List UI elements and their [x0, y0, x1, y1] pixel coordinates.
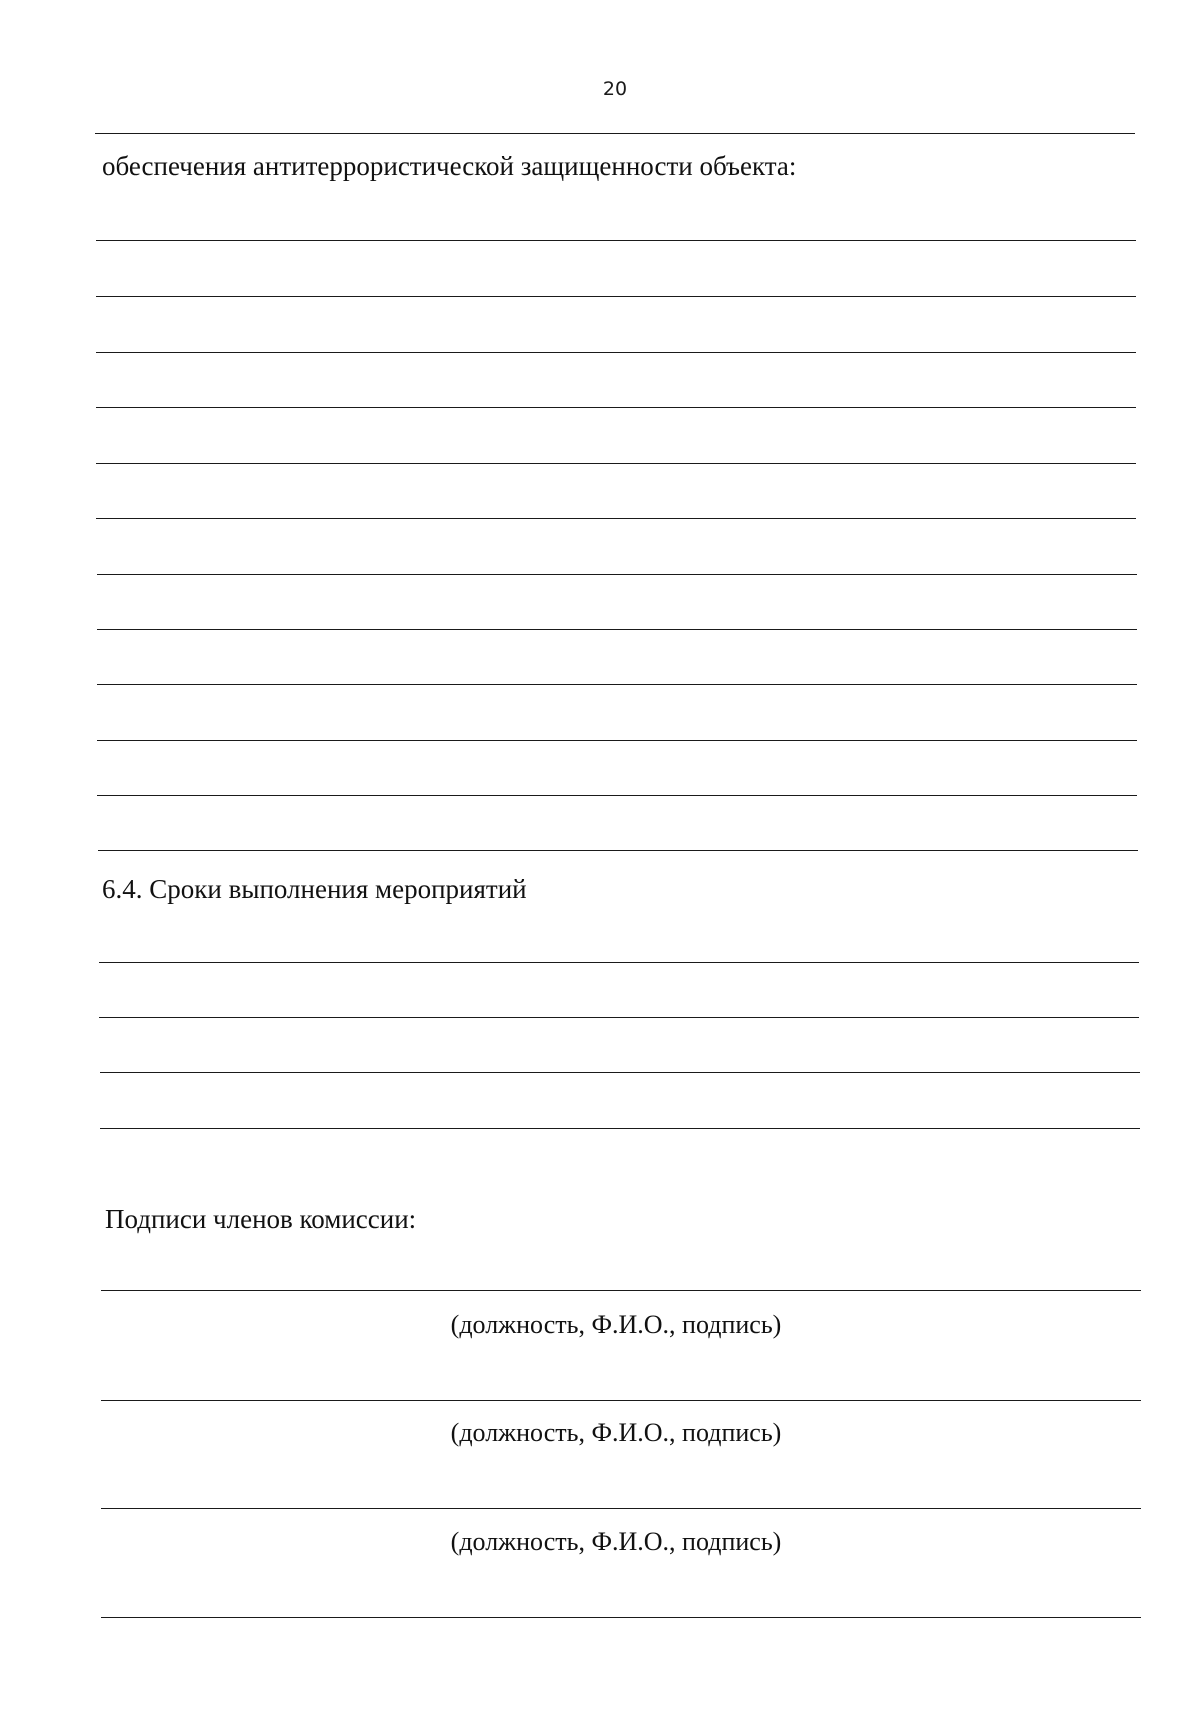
blank-line[interactable] [96, 463, 1136, 464]
blank-line[interactable] [98, 850, 1138, 851]
blank-line[interactable] [97, 574, 1137, 575]
blank-line[interactable] [97, 684, 1137, 685]
signature-line[interactable] [101, 1508, 1141, 1509]
signature-caption: (должность, Ф.И.О., подпись) [450, 1418, 782, 1447]
blank-line[interactable] [97, 740, 1137, 741]
section-heading: 6.4. Сроки выполнения мероприятий [102, 874, 527, 904]
blank-line[interactable] [97, 795, 1137, 796]
signature-line[interactable] [101, 1400, 1141, 1401]
signatures-heading: Подписи членов комиссии: [105, 1204, 417, 1234]
blank-line[interactable] [99, 962, 1139, 963]
blank-line[interactable] [96, 296, 1136, 297]
blank-line[interactable] [96, 518, 1136, 519]
page-number: 20 [602, 78, 628, 100]
blank-line[interactable] [100, 1072, 1140, 1073]
blank-line[interactable] [99, 1017, 1139, 1018]
blank-line[interactable] [100, 1128, 1140, 1129]
blank-line[interactable] [96, 240, 1136, 241]
signature-caption: (должность, Ф.И.О., подпись) [450, 1310, 782, 1339]
signature-line[interactable] [101, 1290, 1141, 1291]
header-rule [95, 133, 1135, 134]
blank-line[interactable] [96, 407, 1136, 408]
signature-caption: (должность, Ф.И.О., подпись) [450, 1527, 782, 1556]
signature-line[interactable] [101, 1617, 1141, 1618]
blank-line[interactable] [97, 629, 1137, 630]
blank-line[interactable] [96, 352, 1136, 353]
intro-text: обеспечения антитеррористической защищенности объекта: [102, 151, 797, 181]
